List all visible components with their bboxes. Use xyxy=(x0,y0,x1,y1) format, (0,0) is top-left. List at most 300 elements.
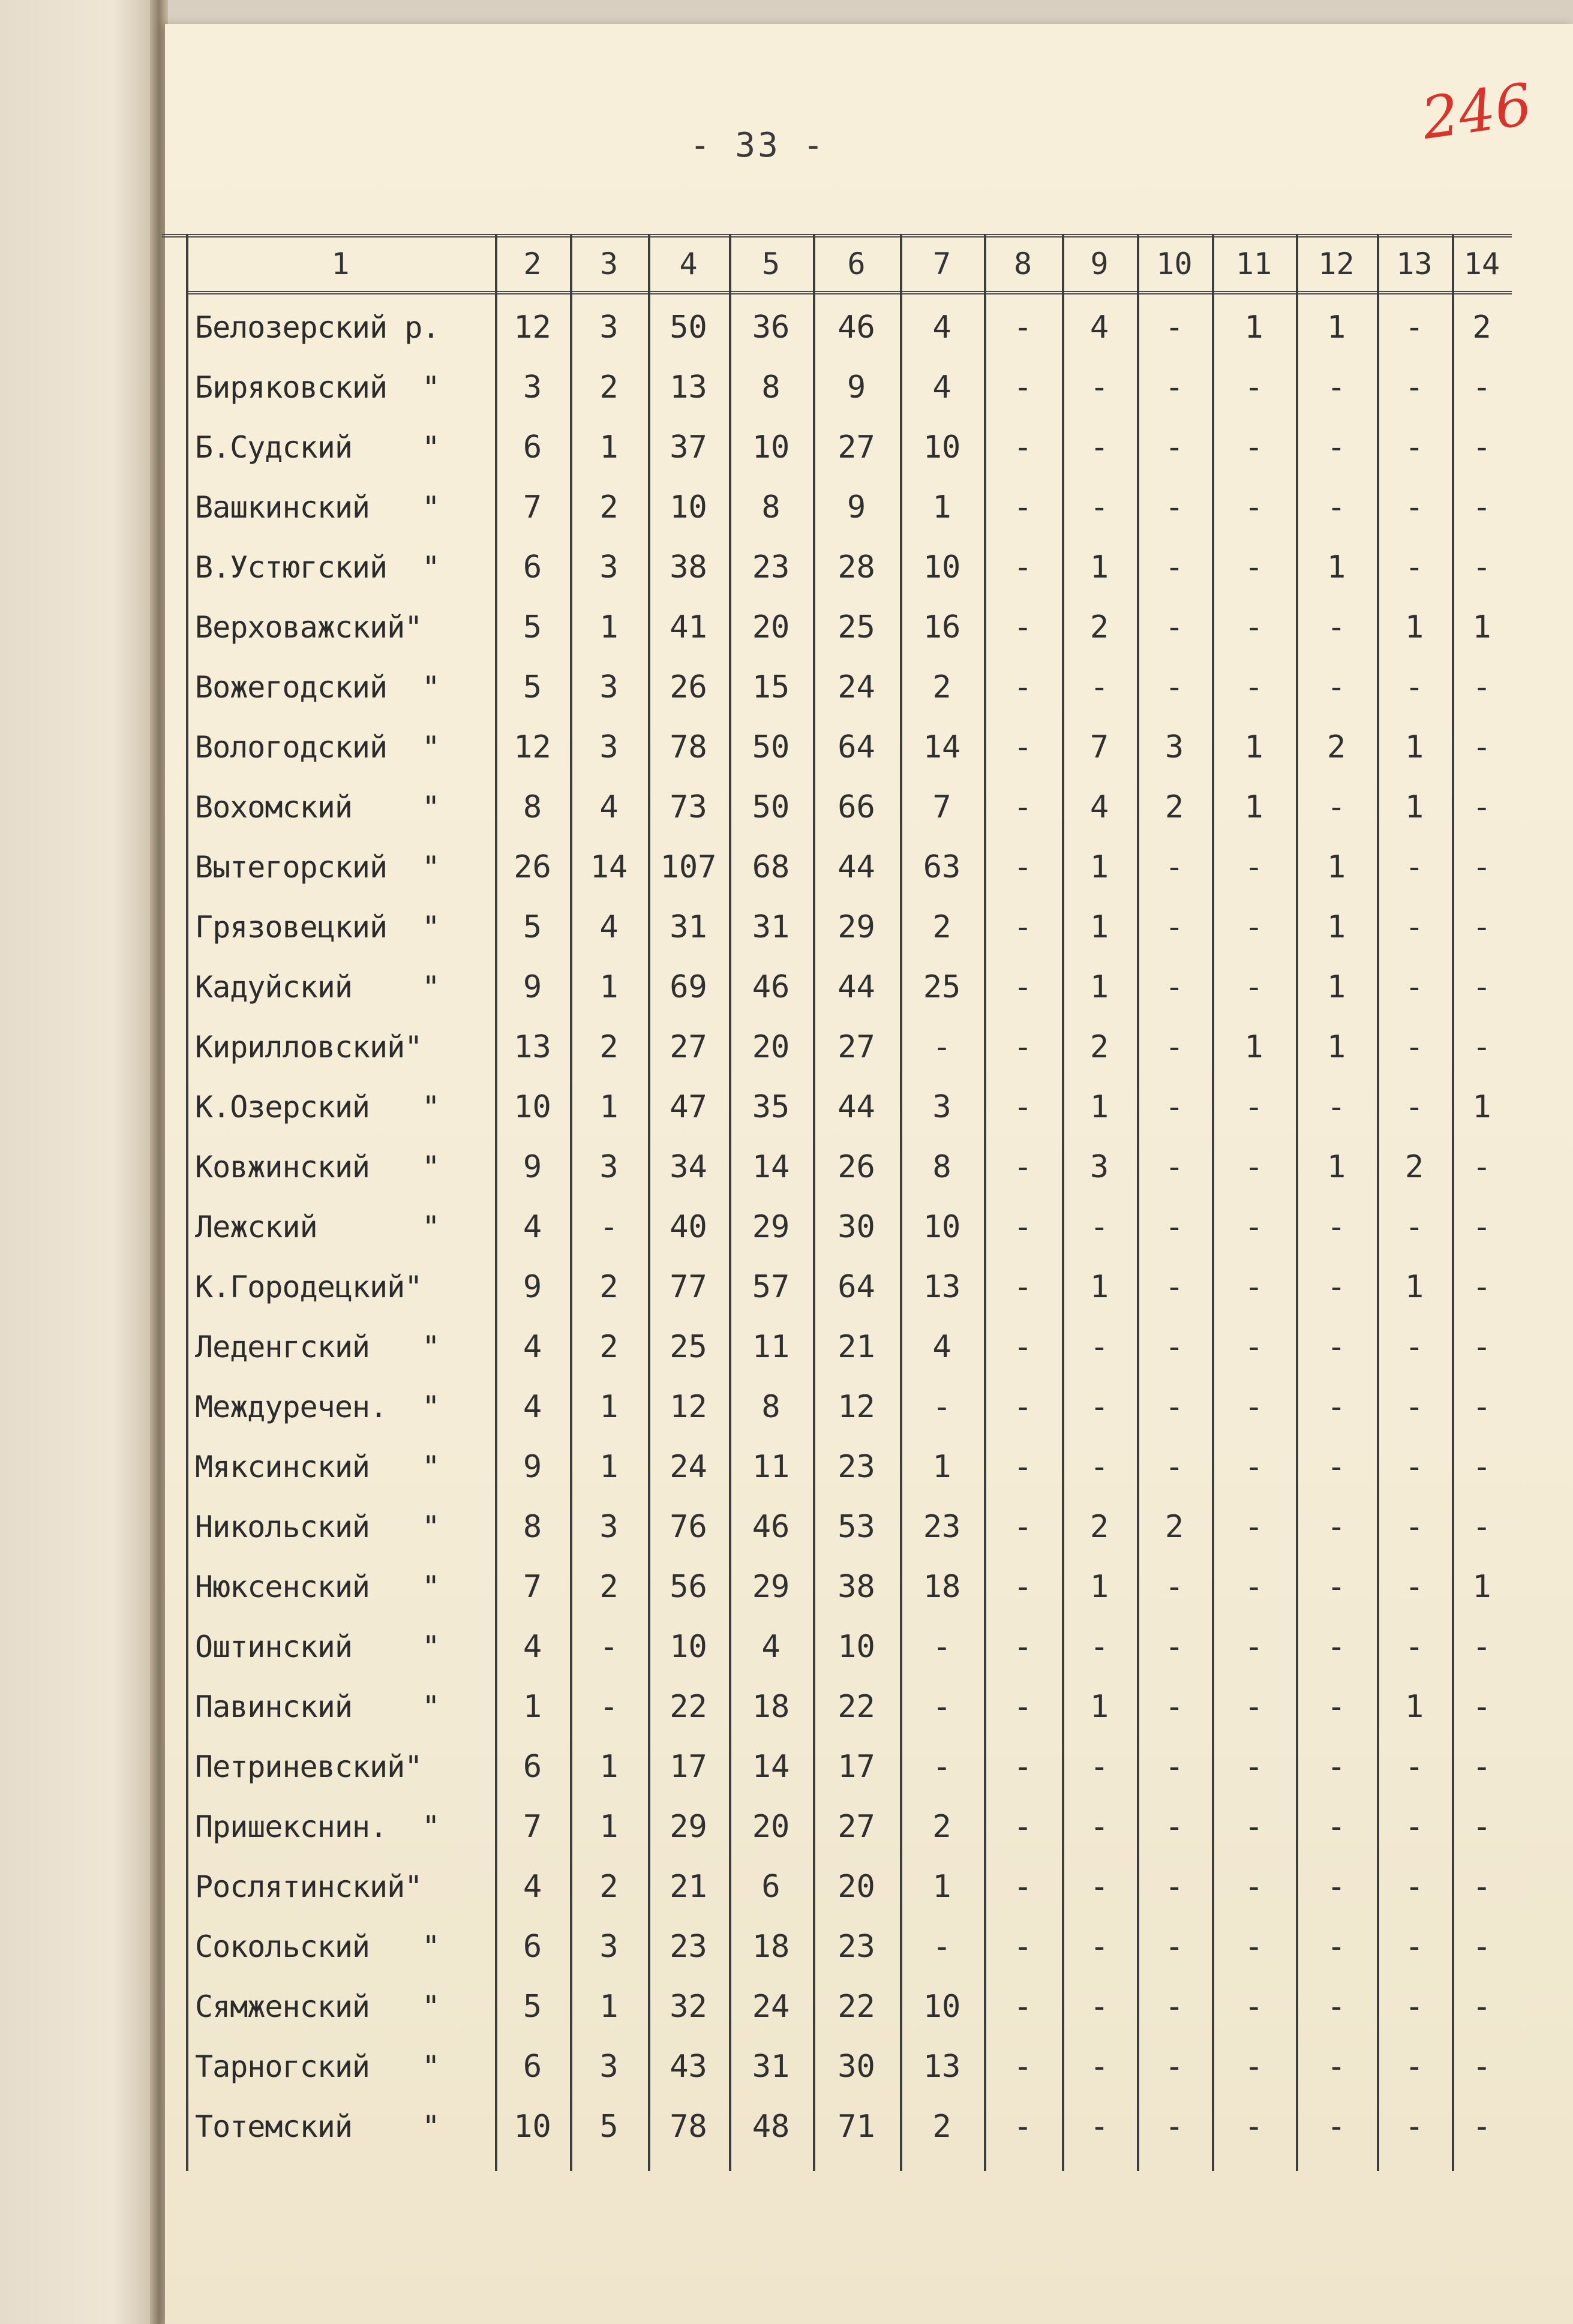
table-cell: 22 xyxy=(670,1689,707,1725)
table-cell: 25 xyxy=(923,969,961,1005)
table-cell: - xyxy=(1244,1989,1263,2025)
table-cell: - xyxy=(1013,789,1032,825)
column-header-1: 1 xyxy=(331,246,350,281)
table-cell: 1 xyxy=(1089,1089,1109,1125)
table-cell: 1 xyxy=(1089,1269,1109,1305)
table-cell: - xyxy=(1404,1569,1424,1605)
column-header-7: 7 xyxy=(932,246,951,281)
table-cell: 31 xyxy=(752,909,790,945)
table-cell: - xyxy=(1404,309,1424,345)
table-cell: 12 xyxy=(514,309,551,345)
table-cell: - xyxy=(1326,1329,1346,1365)
table-cell: - xyxy=(1013,669,1032,705)
table-cell: 3 xyxy=(599,1149,619,1185)
table-cell: - xyxy=(1244,1269,1263,1305)
table-cell: - xyxy=(1404,849,1424,885)
table-cell: 1 xyxy=(523,1689,542,1725)
table-cell: - xyxy=(1164,1689,1184,1725)
table-cell: - xyxy=(1164,1809,1184,1845)
column-header-12: 12 xyxy=(1318,246,1355,281)
table-cell: - xyxy=(1089,429,1109,465)
table-cell: 13 xyxy=(514,1029,551,1065)
district-name: Биряковский " xyxy=(195,370,440,405)
table-cell: - xyxy=(1089,1929,1109,1965)
table-cell: - xyxy=(1244,669,1263,705)
table-cell: 1 xyxy=(1326,969,1346,1005)
table-cell: 17 xyxy=(837,1749,875,1785)
table-cell: 3 xyxy=(599,1509,619,1545)
table-cell: - xyxy=(1013,1209,1032,1245)
table-cell: 38 xyxy=(670,549,707,585)
table-cell: - xyxy=(1164,1209,1184,1245)
table-cell: 1 xyxy=(1089,549,1109,585)
table-cell: 40 xyxy=(670,1209,707,1245)
table-cell: - xyxy=(1472,1809,1491,1845)
table-cell: - xyxy=(1472,729,1491,765)
district-name: Верховажский" xyxy=(195,610,422,645)
table-cell: - xyxy=(1013,1149,1032,1185)
table-cell: 36 xyxy=(752,309,790,345)
table-cell: 4 xyxy=(1089,309,1109,345)
table-cell: 4 xyxy=(1089,789,1109,825)
table-cell: 3 xyxy=(599,549,619,585)
table-cell: 47 xyxy=(670,1089,707,1125)
table-cell: 2 xyxy=(599,1269,619,1305)
district-name: Мяксинский " xyxy=(195,1450,440,1484)
table-cell: 4 xyxy=(523,1389,542,1425)
table-cell: 2 xyxy=(932,1809,951,1845)
table-cell: 24 xyxy=(837,669,875,705)
table-cell: 73 xyxy=(670,789,707,825)
table-cell: 46 xyxy=(837,309,875,345)
table-cell: - xyxy=(1472,1869,1491,1905)
table-cell: 9 xyxy=(846,369,866,405)
table-cell: 1 xyxy=(1472,1089,1491,1125)
table-cell: 27 xyxy=(837,429,875,465)
table-cell: 18 xyxy=(752,1689,790,1725)
table-cell: 2 xyxy=(932,909,951,945)
table-cell: - xyxy=(1089,2109,1109,2145)
table-cell: - xyxy=(1472,789,1491,825)
district-name: Сямженский " xyxy=(195,1989,440,2024)
table-cell: 1 xyxy=(1244,309,1263,345)
column-divider xyxy=(186,234,188,2171)
column-header-6: 6 xyxy=(847,246,866,281)
table-cell: 7 xyxy=(523,489,542,525)
table-cell: - xyxy=(1013,1689,1032,1725)
table-cell: 23 xyxy=(752,549,790,585)
table-cell: 29 xyxy=(670,1809,707,1845)
table-cell: - xyxy=(1404,1869,1424,1905)
table-cell: 12 xyxy=(837,1389,875,1425)
table-cell: - xyxy=(1404,369,1424,405)
table-cell: 10 xyxy=(670,1629,707,1665)
table-cell: 20 xyxy=(752,609,790,645)
table-cell: - xyxy=(599,1209,619,1245)
table-cell: - xyxy=(1164,609,1184,645)
table-cell: 37 xyxy=(670,429,707,465)
table-cell: - xyxy=(1089,369,1109,405)
table-cell: 1 xyxy=(1089,909,1109,945)
table-cell: - xyxy=(1326,2049,1346,2085)
table-cell: 4 xyxy=(761,1629,781,1665)
table-cell: - xyxy=(1472,1329,1491,1365)
table-cell: 7 xyxy=(523,1809,542,1845)
table-cell: 8 xyxy=(932,1149,951,1185)
table-cell: - xyxy=(1404,2049,1424,2085)
table-cell: 77 xyxy=(670,1269,707,1305)
table-cell: - xyxy=(932,1029,951,1065)
table-cell: 26 xyxy=(670,669,707,705)
table-cell: - xyxy=(1244,1689,1263,1725)
table-cell: 43 xyxy=(670,2049,707,2085)
table-cell: 2 xyxy=(932,2109,951,2145)
table-cell: 1 xyxy=(1326,1029,1346,1065)
table-cell: - xyxy=(1472,1209,1491,1245)
table-cell: 29 xyxy=(752,1569,790,1605)
table-top-rule xyxy=(162,234,1512,237)
table-cell: 29 xyxy=(837,909,875,945)
table-cell: 1 xyxy=(1404,789,1424,825)
table-cell: - xyxy=(1472,429,1491,465)
table-cell: - xyxy=(1404,1449,1424,1485)
table-cell: - xyxy=(1326,489,1346,525)
table-cell: - xyxy=(599,1629,619,1665)
district-name: Леденгский " xyxy=(195,1330,440,1364)
table-cell: - xyxy=(1013,1869,1032,1905)
table-cell: 6 xyxy=(523,1749,542,1785)
table-cell: 6 xyxy=(523,2049,542,2085)
table-cell: 3 xyxy=(523,369,542,405)
table-cell: 1 xyxy=(1404,609,1424,645)
table-cell: 1 xyxy=(932,489,951,525)
table-cell: - xyxy=(1089,1389,1109,1425)
table-cell: - xyxy=(1164,1149,1184,1185)
archive-sheet-number: 246 xyxy=(1418,70,1536,153)
table-cell: - xyxy=(1164,1329,1184,1365)
table-cell: - xyxy=(1472,1509,1491,1545)
table-cell: 1 xyxy=(1472,1569,1491,1605)
table-cell: - xyxy=(1244,1749,1263,1785)
district-name: Вашкинский " xyxy=(195,490,440,525)
table-cell: 1 xyxy=(599,1089,619,1125)
table-cell: - xyxy=(1244,1089,1263,1125)
table-cell: - xyxy=(1244,429,1263,465)
table-cell: 44 xyxy=(837,849,875,885)
table-cell: - xyxy=(1089,1749,1109,1785)
table-cell: 17 xyxy=(670,1749,707,1785)
table-cell: - xyxy=(1089,1869,1109,1905)
table-cell: - xyxy=(1089,489,1109,525)
table-cell: - xyxy=(1404,1029,1424,1065)
table-cell: 26 xyxy=(514,849,551,885)
table-cell: 1 xyxy=(599,609,619,645)
table-cell: - xyxy=(1326,1929,1346,1965)
table-cell: 3 xyxy=(599,2049,619,2085)
table-cell: - xyxy=(1244,969,1263,1005)
table-cell: 26 xyxy=(837,1149,875,1185)
table-cell: - xyxy=(1164,1989,1184,2025)
table-cell: - xyxy=(932,1749,951,1785)
table-cell: - xyxy=(1404,1209,1424,1245)
table-cell: - xyxy=(1164,1269,1184,1305)
table-cell: - xyxy=(1472,2049,1491,2085)
district-name: Междуречен. " xyxy=(195,1390,440,1424)
table-cell: 56 xyxy=(670,1569,707,1605)
table-cell: 2 xyxy=(599,489,619,525)
table-cell: - xyxy=(1164,1089,1184,1125)
table-cell: - xyxy=(1326,369,1346,405)
table-cell: 2 xyxy=(1164,1509,1184,1545)
table-cell: - xyxy=(1089,2049,1109,2085)
table-cell: 1 xyxy=(1326,909,1346,945)
table-cell: - xyxy=(1472,1629,1491,1665)
table-cell: - xyxy=(1404,1989,1424,2025)
table-cell: 4 xyxy=(523,1629,542,1665)
table-cell: 44 xyxy=(837,969,875,1005)
table-cell: 8 xyxy=(761,1389,781,1425)
table-cell: - xyxy=(1013,729,1032,765)
table-cell: - xyxy=(1472,369,1491,405)
district-name: Вологодский " xyxy=(195,730,440,765)
table-cell: 15 xyxy=(752,669,790,705)
table-cell: - xyxy=(1164,1389,1184,1425)
table-cell: 4 xyxy=(599,789,619,825)
table-cell: - xyxy=(1164,309,1184,345)
district-name: Кадуйский " xyxy=(195,970,440,1005)
table-cell: - xyxy=(1244,1209,1263,1245)
table-cell: - xyxy=(1244,909,1263,945)
table-cell: 14 xyxy=(923,729,961,765)
table-cell: 2 xyxy=(599,1869,619,1905)
table-cell: 18 xyxy=(752,1929,790,1965)
table-cell: 14 xyxy=(752,1149,790,1185)
table-cell: - xyxy=(1404,2109,1424,2145)
table-cell: - xyxy=(1013,1029,1032,1065)
table-cell: 8 xyxy=(523,789,542,825)
table-cell: 66 xyxy=(837,789,875,825)
table-cell: - xyxy=(1404,1749,1424,1785)
table-cell: 10 xyxy=(837,1629,875,1665)
table-cell: - xyxy=(1244,369,1263,405)
table-cell: - xyxy=(1164,1449,1184,1485)
column-header-10: 10 xyxy=(1156,246,1193,281)
table-cell: 10 xyxy=(923,549,961,585)
table-cell: - xyxy=(1244,1809,1263,1845)
table-cell: - xyxy=(1013,1749,1032,1785)
table-cell: - xyxy=(1472,1449,1491,1485)
table-cell: - xyxy=(1326,1209,1346,1245)
table-cell: 10 xyxy=(514,2109,551,2145)
table-cell: 1 xyxy=(1404,1269,1424,1305)
table-cell: - xyxy=(1244,1449,1263,1485)
table-cell: 10 xyxy=(923,1989,961,2025)
table-cell: 27 xyxy=(837,1029,875,1065)
table-cell: - xyxy=(1013,1089,1032,1125)
table-cell: 3 xyxy=(599,309,619,345)
table-cell: - xyxy=(1472,1269,1491,1305)
table-cell: - xyxy=(1164,1869,1184,1905)
table-cell: 14 xyxy=(590,849,628,885)
table-cell: - xyxy=(1244,1149,1263,1185)
table-cell: 10 xyxy=(670,489,707,525)
table-cell: - xyxy=(1326,1269,1346,1305)
table-cell: 13 xyxy=(670,369,707,405)
table-cell: - xyxy=(1164,2049,1184,2085)
table-cell: - xyxy=(1089,1329,1109,1365)
table-cell: 3 xyxy=(932,1089,951,1125)
table-cell: 1 xyxy=(599,969,619,1005)
table-cell: 48 xyxy=(752,2109,790,2145)
table-cell: - xyxy=(1472,1989,1491,2025)
table-cell: 2 xyxy=(1326,729,1346,765)
table-cell: - xyxy=(1164,549,1184,585)
table-cell: - xyxy=(932,1929,951,1965)
column-header-2: 2 xyxy=(523,246,542,281)
table-cell: - xyxy=(1244,1629,1263,1665)
table-cell: - xyxy=(1013,309,1032,345)
table-cell: 107 xyxy=(660,849,717,885)
table-cell: 50 xyxy=(670,309,707,345)
table-cell: 1 xyxy=(599,1389,619,1425)
table-cell: - xyxy=(1472,1149,1491,1185)
table-cell: - xyxy=(1244,549,1263,585)
table-cell: 2 xyxy=(599,1029,619,1065)
district-name: Грязовецкий " xyxy=(195,910,440,945)
table-cell: 25 xyxy=(837,609,875,645)
table-cell: 28 xyxy=(837,549,875,585)
table-cell: 13 xyxy=(923,2049,961,2085)
district-name: Пришекснин. " xyxy=(195,1809,440,1844)
table-cell: 2 xyxy=(1472,309,1491,345)
page-number: - 33 - xyxy=(690,126,826,165)
table-cell: 10 xyxy=(752,429,790,465)
table-cell: 6 xyxy=(523,1929,542,1965)
table-cell: - xyxy=(1404,1509,1424,1545)
table-cell: - xyxy=(1472,1389,1491,1425)
district-name: В.Устюгский " xyxy=(195,550,440,585)
table-cell: 1 xyxy=(599,1449,619,1485)
table-cell: - xyxy=(1326,609,1346,645)
table-cell: 12 xyxy=(514,729,551,765)
table-cell: 50 xyxy=(752,729,790,765)
table-cell: 2 xyxy=(599,1329,619,1365)
district-name: Лежский " xyxy=(195,1210,440,1244)
table-cell: 9 xyxy=(523,1449,542,1485)
table-cell: - xyxy=(1326,1749,1346,1785)
table-cell: 64 xyxy=(837,729,875,765)
table-cell: 1 xyxy=(1326,549,1346,585)
table-cell: 16 xyxy=(923,609,961,645)
table-cell: - xyxy=(1244,1569,1263,1605)
table-cell: 6 xyxy=(523,429,542,465)
table-cell: 4 xyxy=(523,1329,542,1365)
table-cell: 11 xyxy=(752,1329,790,1365)
table-cell: - xyxy=(1013,1629,1032,1665)
table-cell: 24 xyxy=(752,1989,790,2025)
table-cell: - xyxy=(1472,2109,1491,2145)
district-name: Сокольский " xyxy=(195,1929,440,1964)
column-header-11: 11 xyxy=(1235,246,1272,281)
table-cell: - xyxy=(1472,669,1491,705)
district-name: Петриневский" xyxy=(195,1749,422,1784)
table-cell: - xyxy=(932,1629,951,1665)
table-cell: - xyxy=(1244,1329,1263,1365)
table-cell: 9 xyxy=(523,1269,542,1305)
table-cell: - xyxy=(1404,969,1424,1005)
table-cell: - xyxy=(1326,669,1346,705)
table-cell: 21 xyxy=(837,1329,875,1365)
table-cell: 2 xyxy=(1089,1509,1109,1545)
table-cell: - xyxy=(1404,1389,1424,1425)
table-cell: 14 xyxy=(752,1749,790,1785)
table-cell: - xyxy=(1326,1809,1346,1845)
table-cell: - xyxy=(1472,1929,1491,1965)
table-cell: - xyxy=(1404,429,1424,465)
table-cell: - xyxy=(1326,1869,1346,1905)
table-cell: - xyxy=(1164,369,1184,405)
table-cell: 1 xyxy=(1089,849,1109,885)
table-cell: - xyxy=(1089,1449,1109,1485)
table-cell: 7 xyxy=(523,1569,542,1605)
table-cell: 12 xyxy=(670,1389,707,1425)
table-cell: 20 xyxy=(752,1809,790,1845)
table-cell: - xyxy=(1244,2049,1263,2085)
table-cell: 8 xyxy=(761,369,781,405)
district-name: Рослятинский" xyxy=(195,1869,422,1904)
table-cell: 10 xyxy=(514,1089,551,1125)
table-cell: - xyxy=(1013,1929,1032,1965)
table-cell: - xyxy=(1164,429,1184,465)
table-cell: 1 xyxy=(1472,609,1491,645)
table-cell: 1 xyxy=(1326,309,1346,345)
table-cell: 1 xyxy=(1244,729,1263,765)
table-cell: 32 xyxy=(670,1989,707,2025)
table-cell: 5 xyxy=(523,1989,542,2025)
table-cell: 27 xyxy=(670,1029,707,1065)
table-cell: 1 xyxy=(599,429,619,465)
table-cell: - xyxy=(1326,1509,1346,1545)
table-cell: 29 xyxy=(752,1209,790,1245)
table-cell: - xyxy=(1244,2109,1263,2145)
table-cell: - xyxy=(1164,1029,1184,1065)
table-cell: - xyxy=(1404,1089,1424,1125)
table-cell: 1 xyxy=(1244,789,1263,825)
table-cell: 2 xyxy=(599,1569,619,1605)
district-name: Тарногский " xyxy=(195,2049,440,2084)
table-cell: - xyxy=(1164,1569,1184,1605)
table-cell: 23 xyxy=(837,1929,875,1965)
table-cell: 1 xyxy=(1089,1569,1109,1605)
table-cell: - xyxy=(1013,369,1032,405)
table-cell: - xyxy=(1472,489,1491,525)
table-cell: - xyxy=(1013,2049,1032,2085)
table-cell: - xyxy=(1326,1689,1346,1725)
table-cell: - xyxy=(1089,1629,1109,1665)
table-cell: 1 xyxy=(932,1869,951,1905)
table-cell: 2 xyxy=(1404,1149,1424,1185)
table-cell: 9 xyxy=(523,969,542,1005)
table-cell: - xyxy=(1013,489,1032,525)
table-cell: 1 xyxy=(1404,729,1424,765)
table-cell: 3 xyxy=(599,1929,619,1965)
table-cell: 76 xyxy=(670,1509,707,1545)
table-cell: - xyxy=(1326,1629,1346,1665)
table-cell: - xyxy=(932,1389,951,1425)
table-cell: - xyxy=(1013,609,1032,645)
table-cell: - xyxy=(1089,1809,1109,1845)
table-cell: 1 xyxy=(1326,849,1346,885)
